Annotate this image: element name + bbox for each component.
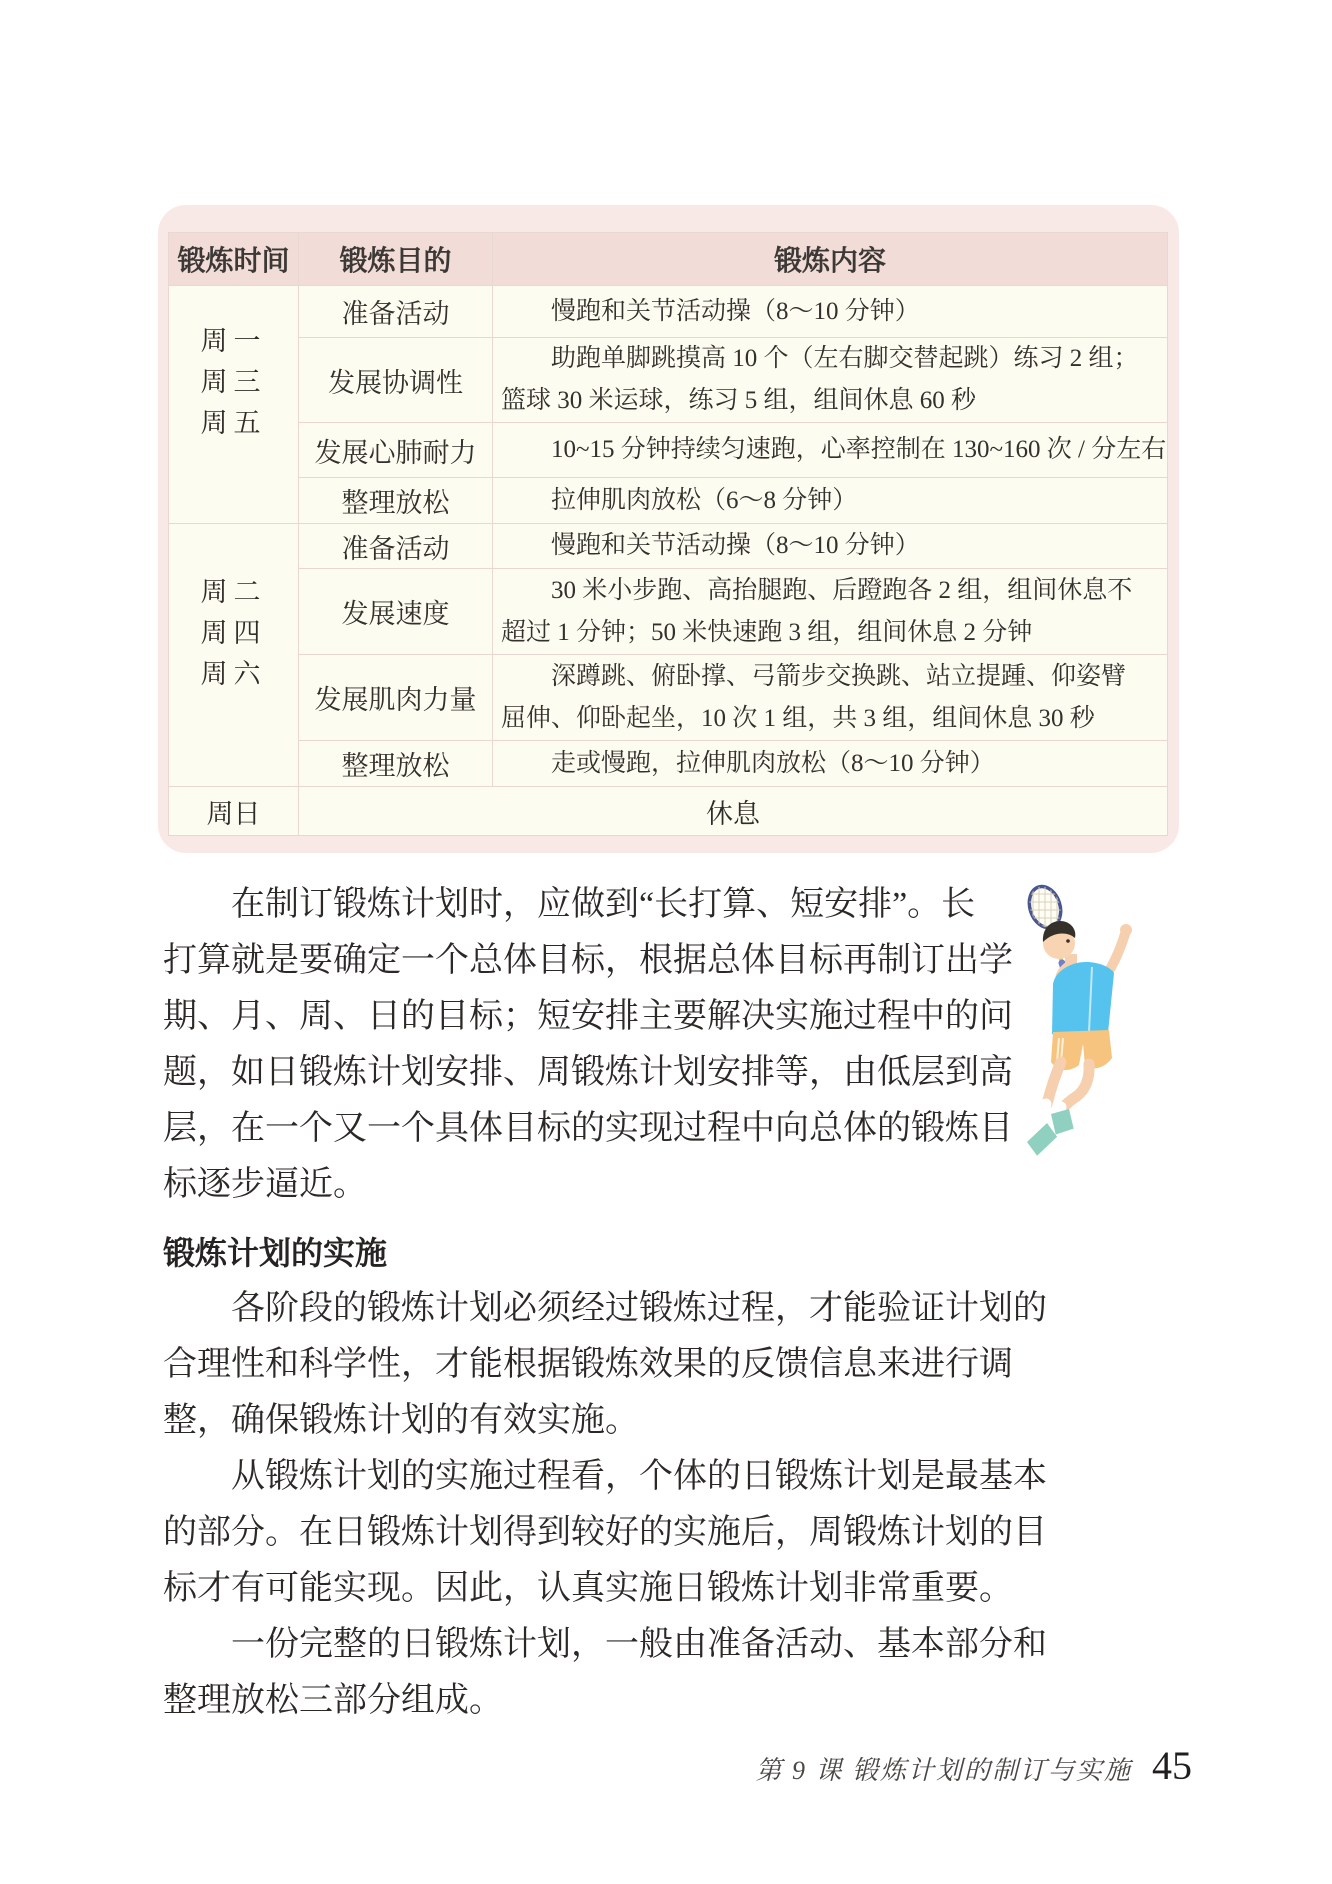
paragraph-line: 层，在一个又一个具体目标的实现过程中向总体的锻炼目 — [163, 1110, 1013, 1147]
purpose-cell: 发展心肺耐力 — [299, 423, 493, 478]
content-cell: 慢跑和关节活动操（8～10 分钟） — [493, 524, 1168, 569]
chapter-title: 第 9 课 锻炼计划的制订与实施 — [755, 1756, 1132, 1785]
paragraph-line: 题，如日锻炼计划安排、周锻炼计划安排等，由低层到高 — [163, 1054, 1013, 1091]
purpose-cell: 发展肌肉力量 — [299, 655, 493, 741]
paragraph-line: 在制订锻炼计划时，应做到“长打算、短安排”。长 — [231, 886, 976, 923]
purpose-cell: 整理放松 — [299, 478, 493, 524]
paragraph-line: 一份完整的日锻炼计划，一般由准备活动、基本部分和 — [231, 1626, 1047, 1663]
table-row — [169, 787, 1168, 836]
exercise-schedule-panel — [158, 205, 1179, 853]
exercise-schedule-table — [168, 232, 1168, 836]
body-text — [163, 877, 1047, 1729]
page-footer — [755, 1742, 1192, 1789]
badminton-player-illustration — [993, 872, 1208, 1202]
paragraph-line: 从锻炼计划的实施过程看，个体的日锻炼计划是最基本 — [231, 1458, 1047, 1495]
col-header-content: 锻炼内容 — [493, 233, 1168, 286]
badminton-player-drawing — [993, 872, 1208, 1202]
col-header-purpose: 锻炼目的 — [299, 233, 493, 286]
paragraph-line: 整理放松三部分组成。 — [163, 1682, 503, 1719]
content-cell: 走或慢跑，拉伸肌肉放松（8～10 分钟） — [493, 741, 1168, 787]
table-row — [169, 338, 1168, 423]
content-cell: 深蹲跳、俯卧撑、弓箭步交换跳、站立提踵、仰姿臂 屈伸、仰卧起坐，10 次 1 组，共 3 组，组间休息 30 秒 — [493, 655, 1168, 741]
paragraph-line: 标才有可能实现。因此，认真实施日锻炼计划非常重要。 — [163, 1570, 1013, 1607]
table-header-row — [169, 233, 1168, 286]
content-cell: 拉伸肌肉放松（6～8 分钟） — [493, 478, 1168, 524]
section-heading: 锻炼计划的实施 — [163, 1235, 388, 1271]
day-group-tue-thu-sat: 周二 周四 周六 — [169, 524, 299, 787]
paragraph-line: 的部分。在日锻炼计划得到较好的实施后，周锻炼计划的目 — [163, 1514, 1047, 1551]
col-header-time: 锻炼时间 — [169, 233, 299, 286]
content-cell: 30 米小步跑、高抬腿跑、后蹬跑各 2 组，组间休息不 超过 1 分钟；50 米快速跑 3 组，组间休息 2 分钟 — [493, 569, 1168, 655]
page-number: 45 — [1152, 1743, 1192, 1788]
paragraph-line: 期、月、周、日的目标；短安排主要解决实施过程中的问 — [163, 998, 1013, 1035]
purpose-cell: 发展协调性 — [299, 338, 493, 423]
content-cell: 慢跑和关节活动操（8～10 分钟） — [493, 286, 1168, 338]
purpose-cell: 准备活动 — [299, 524, 493, 569]
table-row — [169, 741, 1168, 787]
paragraph-line: 标逐步逼近。 — [163, 1166, 367, 1203]
paragraph-line: 合理性和科学性，才能根据锻炼效果的反馈信息来进行调 — [163, 1346, 1013, 1383]
paragraph-line: 各阶段的锻炼计划必须经过锻炼过程，才能验证计划的 — [231, 1290, 1047, 1327]
purpose-cell: 整理放松 — [299, 741, 493, 787]
table-row — [169, 478, 1168, 524]
paragraph-line: 整，确保锻炼计划的有效实施。 — [163, 1402, 639, 1439]
table-row — [169, 286, 1168, 338]
day-group-sunday: 周日 — [169, 787, 299, 836]
table-row — [169, 524, 1168, 569]
day-group-mon-wed-fri: 周一 周三 周五 — [169, 286, 299, 524]
purpose-cell: 准备活动 — [299, 286, 493, 338]
table-row — [169, 569, 1168, 655]
table-row — [169, 655, 1168, 741]
content-cell: 10~15 分钟持续匀速跑，心率控制在 130~160 次 / 分左右 — [493, 423, 1168, 478]
table-row — [169, 423, 1168, 478]
purpose-cell: 发展速度 — [299, 569, 493, 655]
rest-cell: 休息 — [299, 787, 1168, 836]
content-cell: 助跑单脚跳摸高 10 个（左右脚交替起跳）练习 2 组； 篮球 30 米运球，练习 5 组，组间休息 60 秒 — [493, 338, 1168, 423]
paragraph-line: 打算就是要确定一个总体目标，根据总体目标再制订出学 — [163, 942, 1013, 979]
player-figure — [1027, 921, 1132, 1157]
